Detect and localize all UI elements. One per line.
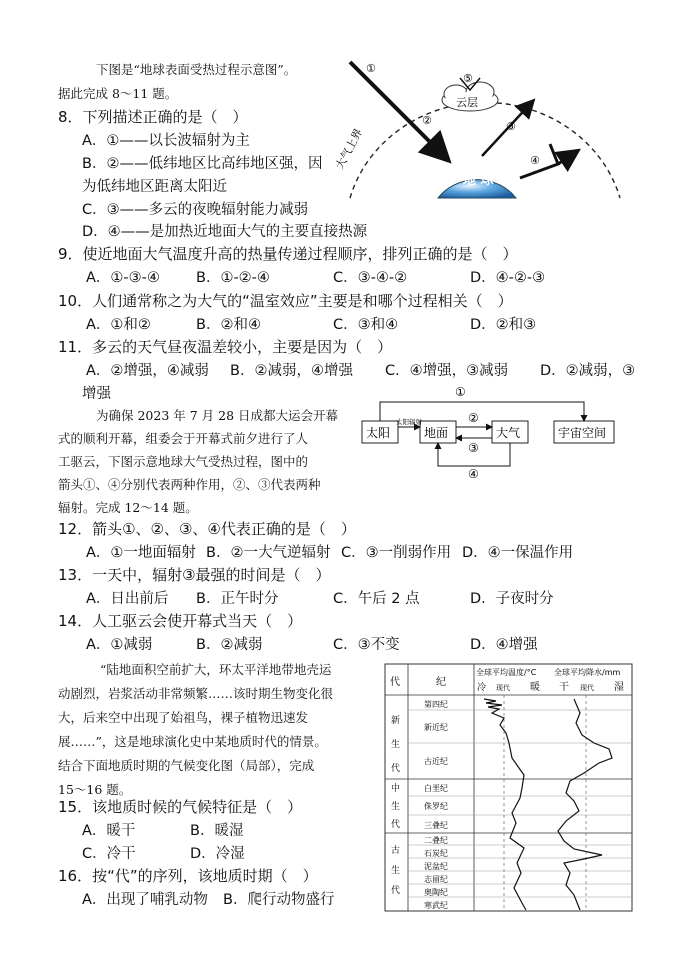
period-silurian: 志留纪 <box>424 875 448 884</box>
temp-header: 全球平均温度/°C <box>476 668 537 677</box>
q12-option-c: C．③一削弱作用 <box>341 545 452 561</box>
q11-stem: 11．多云的天气昼夜温差较小，主要是因为（ ） <box>58 338 393 356</box>
q8-stem: 8．下列描述正确的是（ ） <box>58 108 248 126</box>
period-neogene: 新近纪 <box>424 723 448 732</box>
q13-stem: 13．一天中，辐射③最强的时间是（ ） <box>58 566 331 584</box>
warm-label: 暖 <box>530 682 540 693</box>
q8-option-b-line1: B．②——低纬地区比高纬地区强，因 <box>82 156 323 172</box>
period-quaternary: 第四纪 <box>424 700 448 709</box>
era-cenozoic-2: 生 <box>391 740 401 750</box>
period-ordovician: 奥陶纪 <box>424 888 448 897</box>
q15-option-b: B．暖湿 <box>190 823 244 839</box>
q10-stem: 10．人们通常称之为大气的“温室效应”主要是和哪个过程相关（ ） <box>58 292 513 310</box>
q9-option-d: D．④-②-③ <box>470 270 546 286</box>
q13-option-c: C．午后 2 点 <box>333 591 420 607</box>
intro2-line5: 辐射。完成 12～14 题。 <box>58 500 198 515</box>
intro1-line1: 下图是“地球表面受热过程示意图”。 <box>96 62 297 77</box>
col-era-header: 代 <box>390 677 400 688</box>
marker-1: ① <box>366 62 376 75</box>
period-carboniferous: 石炭纪 <box>424 849 448 858</box>
precip-header: 全球平均降水/mm <box>554 668 621 677</box>
intro3-line5: 结合下面地质时期的气候变化图（局部），完成 <box>58 758 315 773</box>
earth-label: 地 球 <box>463 173 494 188</box>
q15-stem: 15．该地质时候的气候特征是（ ） <box>58 798 303 816</box>
space-label: 宇宙空间 <box>558 426 607 440</box>
q9-option-b: B．①-②-④ <box>196 270 270 286</box>
q11-option-d-line2: 增强 <box>82 386 111 402</box>
q9-option-a: A．①-③-④ <box>86 270 160 286</box>
q11-option-b: B．②减弱，④增强 <box>230 363 353 379</box>
cloud-label: 云层 <box>456 96 478 109</box>
era-mesozoic-2: 生 <box>391 802 401 812</box>
era-cenozoic-3: 代 <box>391 764 401 774</box>
heat-transfer-flow-diagram <box>360 380 630 480</box>
era-paleozoic-3: 代 <box>391 886 401 896</box>
q12-option-b: B．②一大气逆辐射 <box>206 545 331 561</box>
era-mesozoic-1: 中 <box>391 784 401 794</box>
dry-label: 干 <box>559 682 569 693</box>
intro3-line2: 动剧烈，岩浆活动非常频繁……该时期生物变化很 <box>58 686 334 701</box>
q10-option-a: A．①和② <box>86 317 151 333</box>
ground-label: 地面 <box>424 426 449 440</box>
q16-option-a: A．出现了哺乳动物 <box>82 892 208 908</box>
era-paleozoic-1: 古 <box>391 846 401 856</box>
marker-2: ② <box>422 114 432 127</box>
q10-option-c: C．③和④ <box>333 317 399 333</box>
period-devonian: 泥盆纪 <box>424 862 448 871</box>
cold-label: 冷 <box>477 683 487 693</box>
q13-option-d: D．子夜时分 <box>470 591 554 607</box>
q12-stem: 12．箭头①、②、③、④代表正确的是（ ） <box>58 520 356 538</box>
period-cretaceous: 白垩纪 <box>424 784 448 793</box>
q15-option-c: C．冷干 <box>82 846 136 862</box>
modern-label-2: 现代 <box>580 684 594 692</box>
sun-label: 太阳 <box>366 426 391 440</box>
solar-radiation-label: 太阳辐射 <box>396 418 422 426</box>
q15-option-d: D．冷湿 <box>190 846 245 862</box>
q16-option-b: B．爬行动物盛行 <box>223 892 335 908</box>
wet-label: 湿 <box>614 682 624 693</box>
intro1-line2: 据此完成 8～11 题。 <box>58 86 178 101</box>
q14-option-a: A．①减弱 <box>86 637 153 653</box>
marker-5: ⑤ <box>463 72 473 85</box>
marker-3: ③ <box>506 120 516 133</box>
intro3-line3: 大，后来空中出现了始祖鸟，裸子植物迅速发 <box>58 710 309 725</box>
arrow-incoming-solar <box>350 62 446 158</box>
q14-option-d: D．④增强 <box>470 637 538 653</box>
q8-option-a: A．①——以长波辐射为主 <box>82 133 250 149</box>
modern-label-1: 现代 <box>496 684 510 692</box>
intro2-line2: 式的顺利开幕，组委会于开幕式前夕进行了人 <box>58 431 309 446</box>
earth-heating-diagram <box>330 38 630 208</box>
q12-option-a: A．①一地面辐射 <box>86 545 196 561</box>
marker-4: ④ <box>530 154 540 167</box>
q14-stem: 14．人工驱云会使开幕式当天（ ） <box>58 612 303 630</box>
q15-option-a: A．暖干 <box>82 823 136 839</box>
q14-option-c: C．③不变 <box>333 637 400 653</box>
col-period-header: 纪 <box>436 677 446 688</box>
intro2-line1: 为确保 2023 年 7 月 28 日成都大运会开幕 <box>96 408 339 423</box>
atmosphere-boundary-label: 大气上界 <box>333 126 366 172</box>
era-mesozoic-3: 代 <box>391 820 401 830</box>
geologic-climate-chart <box>384 663 634 913</box>
intro2-line4: 箭头①、④分别代表两种作用，②、③代表两种 <box>58 477 321 492</box>
era-cenozoic-1: 新 <box>391 716 401 726</box>
q10-option-d: D．②和③ <box>470 317 537 333</box>
intro3-line1: “陆地面积空前扩大，环太平洋地带地壳运 <box>100 662 332 677</box>
period-permian: 二叠纪 <box>424 836 448 845</box>
q11-option-c: C．④增强，③减弱 <box>385 363 509 379</box>
intro3-line4: 展……”，这是地球演化史中某地质时代的情景。 <box>58 734 327 749</box>
intro3-line6: 15～16 题。 <box>58 782 132 797</box>
q11-option-d-line1: D．②减弱，③ <box>540 363 636 379</box>
atmosphere-label: 大气 <box>496 426 521 440</box>
q9-option-c: C．③-④-② <box>333 270 408 286</box>
fig2-marker-2: ② <box>468 411 479 425</box>
q13-option-a: A．日出前后 <box>86 591 169 607</box>
fig2-marker-1: ① <box>455 385 466 399</box>
intro2-line3: 工驱云，下图示意地球大气受热过程，图中的 <box>58 454 309 469</box>
q11-option-a: A．②增强，④减弱 <box>86 363 209 379</box>
q14-option-b: B．②减弱 <box>196 637 263 653</box>
period-jurassic: 侏罗纪 <box>424 802 448 811</box>
fig2-marker-4: ④ <box>468 467 479 480</box>
q9-stem: 9．使近地面大气温度升高的热量传递过程顺序，排列正确的是（ ） <box>58 245 518 263</box>
period-cambrian: 寒武纪 <box>424 901 448 910</box>
q13-option-b: B．正午时分 <box>196 591 279 607</box>
fig2-marker-3: ③ <box>468 441 479 455</box>
era-paleozoic-2: 生 <box>391 866 401 876</box>
period-triassic: 三叠纪 <box>424 821 448 830</box>
q8-option-c: C．③——多云的夜晚辐射能力减弱 <box>82 202 309 218</box>
period-paleogene: 古近纪 <box>424 757 448 766</box>
q10-option-b: B．②和④ <box>196 317 261 333</box>
q8-option-b-line2: 为低纬地区距离太阳近 <box>82 179 227 195</box>
q16-stem: 16．按“代”的序列，该地质时期（ ） <box>58 867 318 885</box>
q8-option-d: D．④——是加热近地面大气的主要直接热源 <box>82 224 368 240</box>
q12-option-d: D．④一保温作用 <box>462 545 574 561</box>
